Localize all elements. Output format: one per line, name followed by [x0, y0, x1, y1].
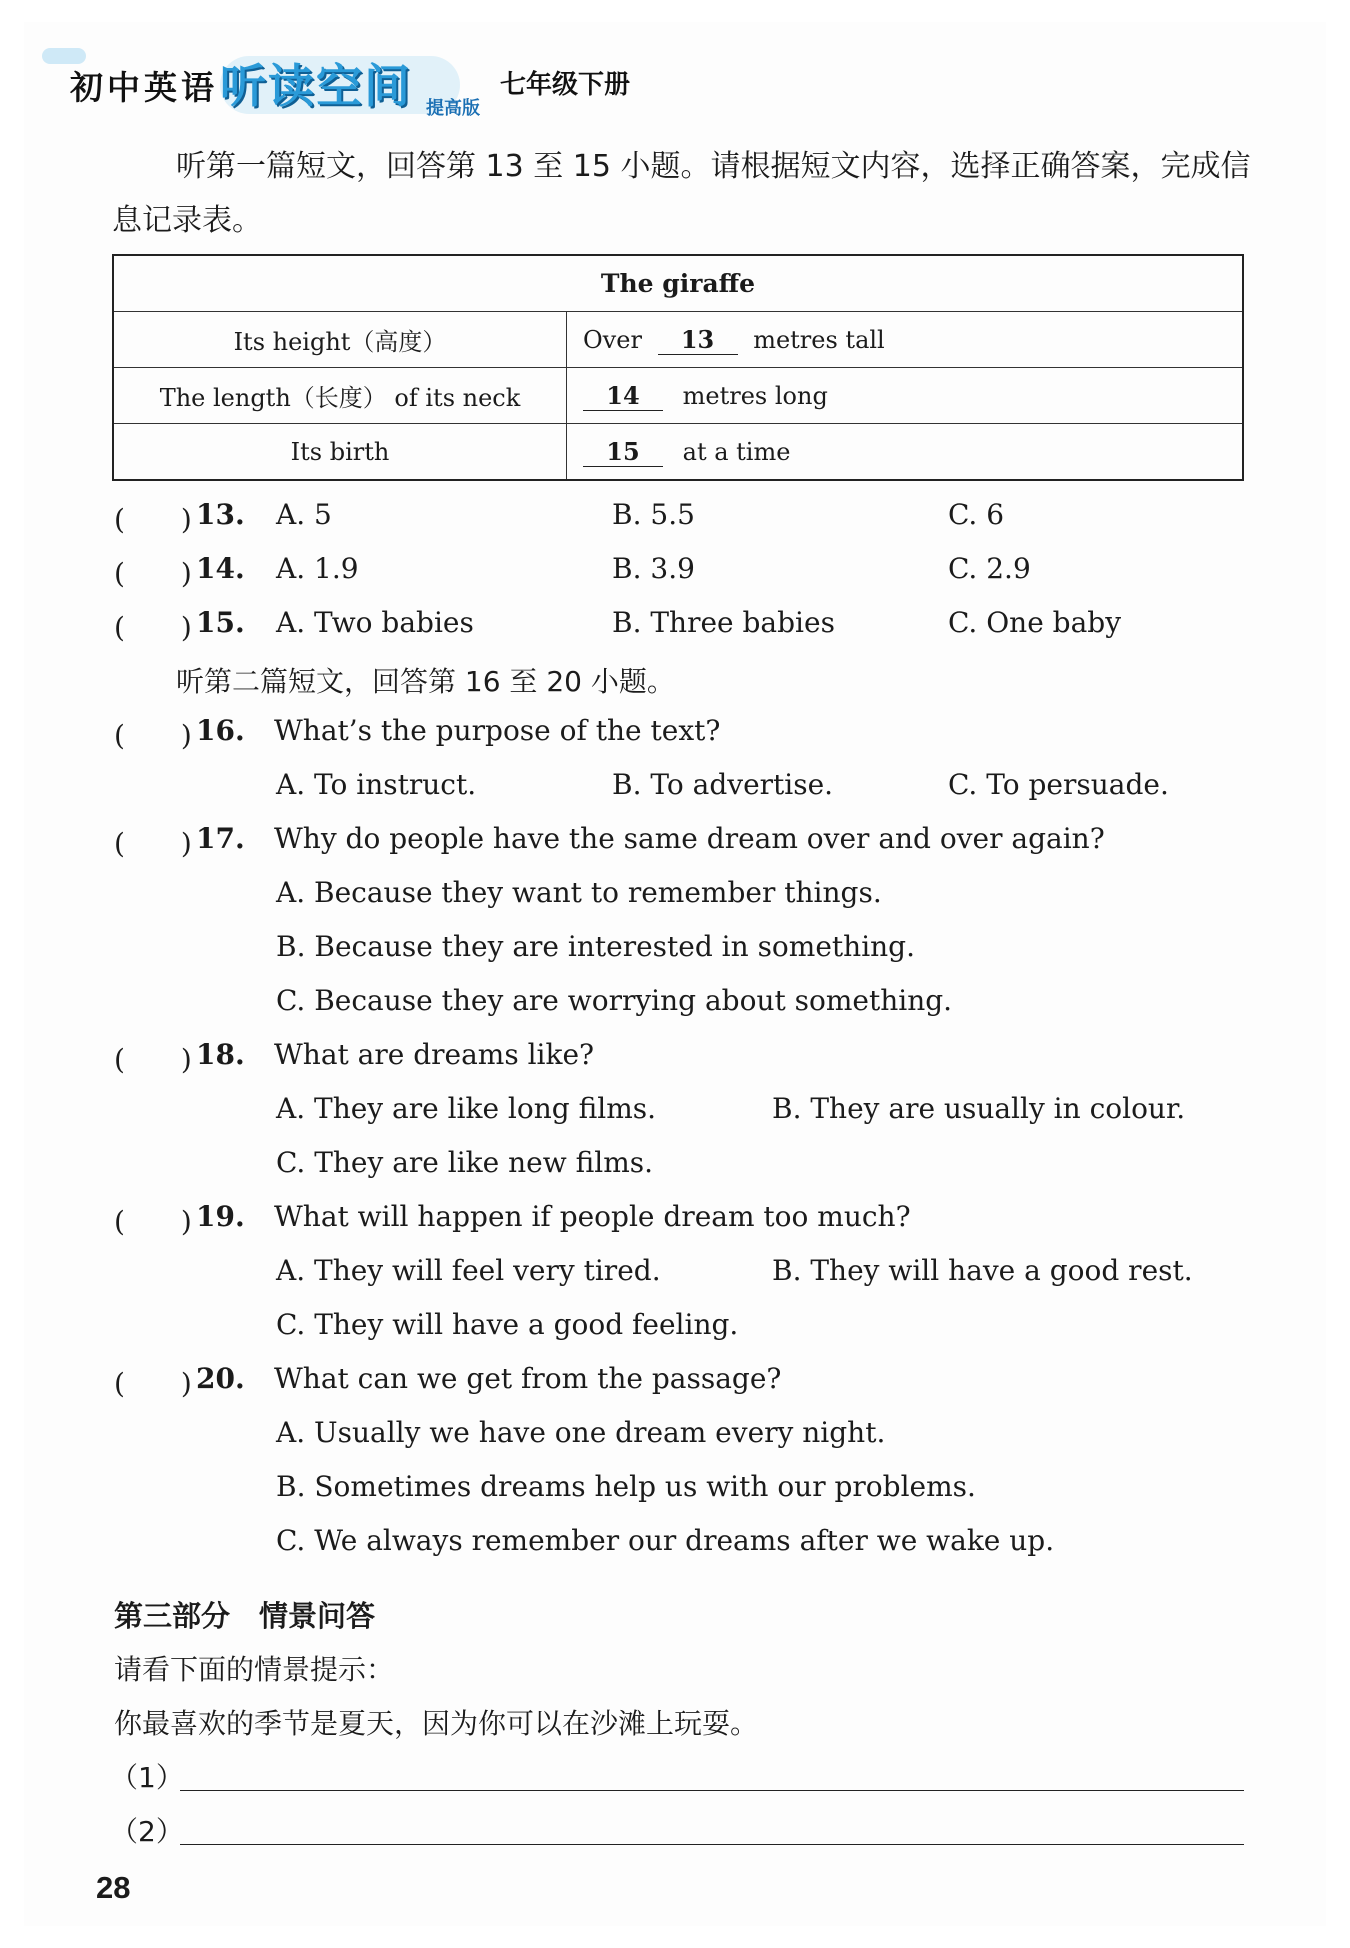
row-value — [567, 312, 1244, 368]
question-text: What can we get from the passage? — [274, 1362, 782, 1395]
question-text: Why do people have the same dream over and over again? — [274, 822, 1105, 855]
question-number: 15. — [196, 606, 245, 639]
row-label: Its birth — [113, 424, 567, 481]
option-b: B. To advertise. — [612, 768, 834, 801]
question-number: 14. — [196, 552, 245, 585]
part3-title: 第三部分 情景问答 — [114, 1599, 376, 1633]
value-suffix: metres long — [682, 381, 828, 410]
brand-logo: 听读空间 — [220, 59, 412, 113]
option-a: A. To instruct. — [276, 768, 477, 801]
table-title: The giraffe — [113, 255, 1243, 312]
table-row — [113, 424, 1243, 481]
answer-bracket: ( ) — [114, 503, 192, 536]
answer-blank: 15 — [583, 437, 663, 467]
answer-label-1: （1） — [110, 1761, 184, 1794]
option-c: C. 6 — [948, 498, 1005, 531]
option-c: C. Because they are worrying about something. — [276, 984, 953, 1017]
option-c: C. 2.9 — [948, 552, 1031, 585]
question-number: 19. — [196, 1200, 245, 1233]
option-c: C. They will have a good feeling. — [276, 1308, 739, 1341]
question-number: 18. — [196, 1038, 245, 1071]
option-c: C. One baby — [948, 606, 1122, 639]
table-row — [113, 368, 1243, 424]
answer-bracket: ( ) — [114, 1367, 192, 1400]
option-a: A. 1.9 — [276, 552, 359, 585]
option-a: A. 5 — [276, 498, 332, 531]
row-label: Its height（高度） — [113, 312, 567, 368]
option-a: A. They will feel very tired. — [276, 1254, 661, 1287]
page-number: 28 — [96, 1870, 131, 1905]
answer-bracket: ( ) — [114, 557, 192, 590]
question-text: What’s the purpose of the text? — [274, 714, 721, 747]
option-a: A. They are like long films. — [276, 1092, 657, 1125]
answer-bracket: ( ) — [114, 611, 192, 644]
part3-scenario: 你最喜欢的季节是夏天，因为你可以在沙滩上玩耍。 — [114, 1707, 759, 1740]
answer-bracket: ( ) — [114, 1205, 192, 1238]
answer-bracket: ( ) — [114, 719, 192, 752]
value-suffix: at a time — [682, 437, 791, 466]
table-row — [113, 312, 1243, 368]
option-a: A. Two babies — [276, 606, 474, 639]
answer-line-2[interactable] — [180, 1844, 1244, 1845]
page-header — [70, 50, 770, 130]
option-a: A. Usually we have one dream every night. — [276, 1416, 886, 1449]
option-b: B. Because they are interested in something. — [276, 930, 916, 963]
brand-title: 初中英语 — [70, 68, 218, 107]
row-value — [567, 368, 1244, 424]
part3-prompt: 请看下面的情景提示： — [114, 1653, 395, 1686]
edition-label: 提高版 — [426, 98, 480, 119]
row-value — [567, 424, 1244, 481]
giraffe-info-table — [112, 254, 1244, 481]
part2-instructions: 听第二篇短文，回答第 16 至 20 小题。 — [176, 665, 675, 698]
option-b: B. They are usually in colour. — [772, 1092, 1186, 1125]
question-text: What are dreams like? — [274, 1038, 595, 1071]
option-c: C. We always remember our dreams after we wake up. — [276, 1524, 1055, 1557]
answer-blank: 13 — [658, 325, 738, 355]
option-b: B. Three babies — [612, 606, 835, 639]
option-c: C. To persuade. — [948, 768, 1169, 801]
answer-label-2: （2） — [110, 1815, 184, 1848]
option-b: B. 5.5 — [612, 498, 695, 531]
row-label: The length（长度） of its neck — [113, 368, 567, 424]
grade-label: 七年级下册 — [500, 70, 631, 100]
question-number: 17. — [196, 822, 245, 855]
option-c: C. They are like new films. — [276, 1146, 654, 1179]
answer-bracket: ( ) — [114, 827, 192, 860]
answer-line-1[interactable] — [180, 1790, 1244, 1791]
part1-instructions: 听第一篇短文，回答第 13 至 15 小题。请根据短文内容，选择正确答案，完成信息记录表。 — [112, 149, 1251, 238]
question-number: 20. — [196, 1362, 245, 1395]
value-suffix: metres tall — [753, 325, 885, 354]
question-number: 13. — [196, 498, 245, 531]
value-prefix: Over — [583, 325, 642, 354]
option-b: B. Sometimes dreams help us with our problems. — [276, 1470, 976, 1503]
answer-bracket: ( ) — [114, 1043, 192, 1076]
question-text: What will happen if people dream too much? — [274, 1200, 911, 1233]
question-number: 16. — [196, 714, 245, 747]
option-a: A. Because they want to remember things. — [276, 876, 882, 909]
answer-blank: 14 — [583, 381, 663, 411]
option-b: B. They will have a good rest. — [772, 1254, 1193, 1287]
option-b: B. 3.9 — [612, 552, 695, 585]
